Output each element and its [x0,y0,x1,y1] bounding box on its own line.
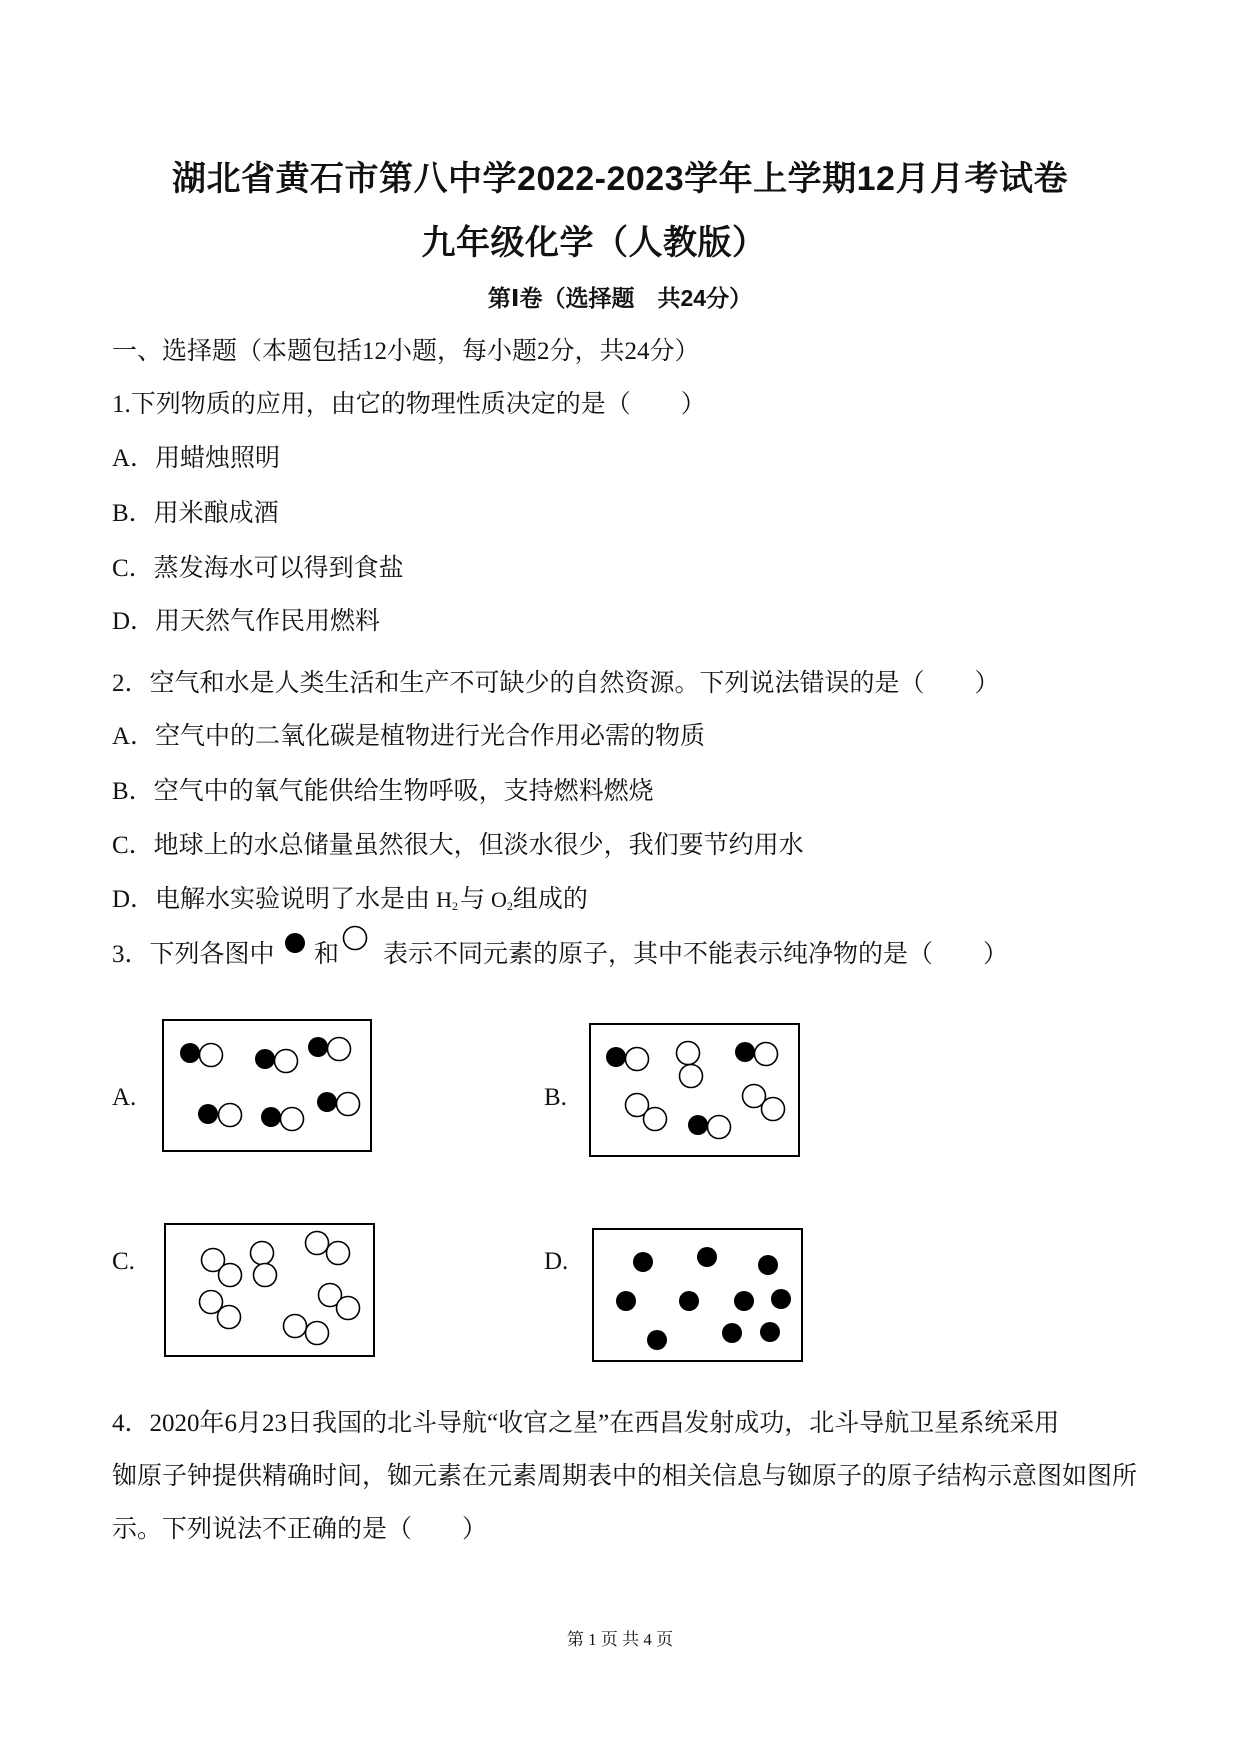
filled-atom [180,1043,200,1063]
filled-atom [261,1107,281,1127]
filled-atom [734,1291,754,1311]
question-1-option-b: B．用米酿成酒 [112,500,279,527]
filled-atom [255,1049,275,1069]
filled-atom [758,1255,778,1275]
filled-atom [760,1322,780,1342]
filled-atom [735,1042,755,1062]
question-2-option-b: B．空气中的氧气能供给生物呼吸，支持燃料燃烧 [112,778,654,805]
question-2-option-a: A．空气中的二氧化碳是植物进行光合作用必需的物质 [112,723,706,750]
open-atom [275,1050,298,1073]
question-3-stem-after: 表示不同元素的原子，其中不能表示纯净物的是（ ） [383,941,1009,968]
diagram-d [592,1228,803,1362]
formula-oxygen [491,887,513,912]
diagram-label-b: B. [544,1084,567,1111]
open-atom [306,1232,329,1255]
exam-title: 湖北省黄石市第八中学2022-2023学年上学期12月月考试卷 [172,160,1068,198]
formula-hydrogen-subscript: 2 [451,899,458,913]
filled-atom [308,1037,328,1057]
open-atom [708,1116,731,1139]
question-4-stem-line-3: 示。下列说法不正确的是（ ） [112,1516,488,1543]
open-atom [677,1042,700,1065]
filled-atom [771,1289,791,1309]
question-2-option-c: C．地球上的水总储量虽然很大，但淡水很少，我们要节约用水 [112,832,804,859]
question-1-stem: 1.下列物质的应用，由它的物理性质决定的是（ ） [112,391,706,418]
open-atom [219,1264,242,1287]
filled-atom [722,1323,742,1343]
filled-atom [317,1092,337,1112]
question-4-stem-line-2: 铷原子钟提供精确时间，铷元素在元素周期表中的相关信息与铷原子的原子结构示意图如图所 [112,1463,1138,1490]
formula-oxygen-subscript: 2 [506,899,513,913]
diagram-a [162,1019,372,1152]
open-atom [328,1038,351,1061]
filled-atom [679,1291,699,1311]
diagram-label-d: D. [544,1248,569,1275]
filled-atom [198,1104,218,1124]
diagram-label-a: A. [112,1084,137,1111]
filled-atom [697,1247,717,1267]
open-atom [327,1242,350,1265]
open-atom [306,1322,329,1345]
open-atom [755,1043,778,1066]
filled-atom [688,1115,708,1135]
filled-atom [647,1330,667,1350]
open-atom-icon [342,925,368,951]
open-atom [762,1098,785,1121]
open-atom [254,1264,277,1287]
filled-atom-icon [284,932,306,954]
diagram-label-c: C. [112,1248,135,1275]
question-3-conjunction: 和 [314,941,340,968]
open-atom [337,1297,360,1320]
formula-hydrogen-symbol: H [436,887,452,912]
part-title: 第Ⅰ卷（选择题 共24分） [487,285,753,311]
open-atom [644,1108,667,1131]
filled-atom [616,1291,636,1311]
open-atom [218,1306,241,1329]
filled-atom [633,1252,653,1272]
open-atom [284,1315,307,1338]
question-1-option-d: D．用天然气作民用燃料 [112,608,381,635]
question-1-option-a: A．用蜡烛照明 [112,445,281,472]
open-atom [626,1048,649,1071]
question-3-stem-before: 3．下列各图中 [112,941,275,968]
open-atom [680,1065,703,1088]
open-atom [281,1108,304,1131]
formula-hydrogen [436,887,458,912]
exam-subtitle: 九年级化学（人教版） [421,224,767,262]
filled-atom [606,1047,626,1067]
question-1-option-c: C．蒸发海水可以得到食盐 [112,555,404,582]
diagram-c [164,1223,375,1357]
diagram-b [589,1023,800,1157]
question-3-stem [0,940,1240,970]
option-d-text-mid: 与 [459,886,485,913]
option-d-text-after: 组成的 [512,886,588,913]
option-d-text-before: D．电解水实验说明了水是由 [112,886,431,913]
formula-oxygen-symbol: O [490,887,507,912]
open-atom [219,1104,242,1127]
question-2-stem: 2．空气和水是人类生活和生产不可缺少的自然资源。下列说法错误的是（ ） [112,670,1000,697]
question-2-option-d [112,885,588,921]
open-atom [200,1044,223,1067]
question-4-stem-line-1: 4．2020年6月23日我国的北斗导航“收官之星”在西昌发射成功，北斗导航卫星系统采用 [112,1410,1060,1437]
open-atom [251,1242,274,1265]
page-footer: 第 1 页 共 4 页 [566,1630,674,1649]
open-atom [337,1093,360,1116]
section-heading: 一、选择题（本题包括12小题，每小题2分，共24分） [112,338,700,365]
